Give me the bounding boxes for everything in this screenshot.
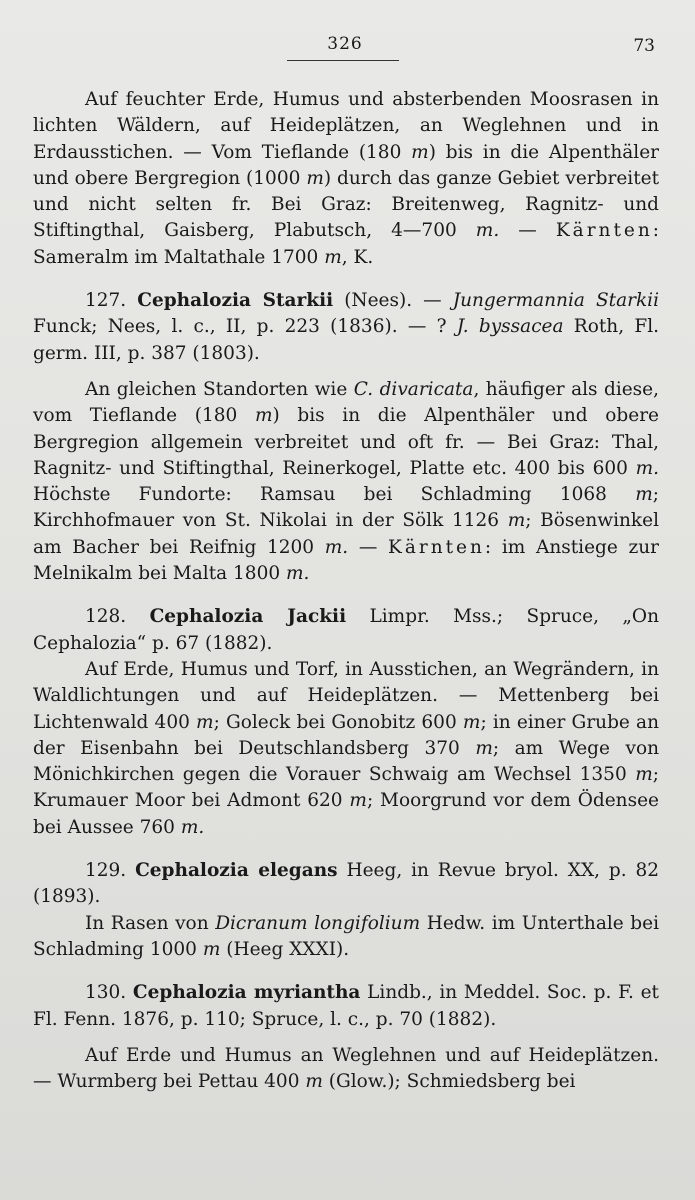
text-run: m [635, 484, 653, 506]
text-run: m. [180, 816, 205, 838]
text-run: 128. [85, 606, 150, 628]
text-run: Höchste Fundorte: Ramsau bei Schladming 1068 [33, 484, 636, 506]
text-run: C. divaricata [353, 378, 474, 400]
text-run: ; Krumauer Moor bei Admont 620 [33, 764, 659, 812]
text-run: ) bis in die Alpenthäler und obere Bergregion (1000 [33, 141, 659, 189]
text-run: : im Anstiege zur Melnikalm bei Malta 1800 [33, 536, 659, 585]
text-run: Lindb., in Meddel. Soc. p. F. et Fl. Fenn. 1876, p. 110; Spruce, l. c., p. 70 (1882). [33, 982, 659, 1030]
text-run: ) bis in die Alpenthäler und obere Bergregion allgemein verbreitet und oft fr. — Bei Graz: Thal, Ragnitz- und Stiftingthal, Reinerkogel, Platte etc. 400 bis 600 [33, 405, 659, 479]
text-run: ; Kirchhofmauer von St. Nikolai in der Sölk 1126 [33, 484, 659, 532]
paragraph [33, 87, 659, 271]
paragraph [33, 911, 659, 964]
text-run: m [196, 711, 214, 733]
text-run: In Rasen von [85, 912, 216, 934]
text-run: Funck; Nees, l. c., II, p. 223 (1836). — ? [33, 316, 457, 338]
text-run: , K. [341, 246, 374, 268]
text-run: Roth, Fl. germ. III, p. 387 (1803). [33, 316, 659, 364]
text-run: m [475, 737, 493, 759]
paragraph [33, 288, 659, 367]
text-run: ; Goleck bei Gonobitz 600 [213, 711, 463, 733]
text-run: Limpr. Mss.; Spruce, „On Cephalozia“ p. 67 (1882). [33, 606, 660, 654]
text-run: Auf Erde, Humus und Torf, in Ausstichen, an Wegrändern, in Waldlichtungen und auf Heideplätzen. — Mettenberg bei Lichtenwald 400 [33, 658, 659, 733]
text-run: m [462, 711, 481, 733]
text-run: ; Moorgrund vor dem Ödensee bei Aussee 760 [33, 790, 659, 838]
text-run: m [324, 246, 342, 268]
text-run: m. [286, 563, 310, 585]
text-run: m [202, 938, 221, 960]
text-run: Auf feuchter Erde, Humus und absterbenden Moosrasen in lichten Wäldern, auf Heideplätzen, an Weglehnen und in Erdausstichen. — Vom Tieflande (180 [33, 89, 659, 163]
page-header [0, 30, 695, 60]
text-run: 129. [85, 860, 136, 882]
text-run: : Sameralm im Maltathale 1700 [33, 220, 659, 268]
paragraph [33, 657, 659, 841]
paragraph [33, 604, 659, 657]
text-run: Auf Erde und Humus an Weglehnen und auf Heideplätzen. — Wurmberg bei Pettau 400 [33, 1044, 659, 1093]
text-run: Cephalozia Starkii [137, 290, 334, 312]
text-run: (Heeg XXXI). [220, 938, 350, 960]
text-run: Cephalozia myriantha [132, 982, 361, 1004]
text-run: m [507, 510, 526, 532]
text-run: (Glow.); Schmiedsberg bei [322, 1071, 576, 1093]
text-run: Dicranum longifolium [215, 912, 421, 934]
text-run: An gleichen Standorten wie [85, 378, 354, 400]
header-rule [287, 60, 399, 61]
text-run: Cephalozia elegans [135, 860, 338, 882]
text-run: ; in einer Grube an der Eisenbahn bei Deutschlandsberg 370 [33, 711, 659, 759]
text-run: Heeg, in Revue bryol. XX, p. 82 (1893). [33, 860, 659, 908]
text-run: m [305, 1071, 323, 1093]
text-run: m [411, 141, 429, 163]
text-run: 127. [85, 290, 138, 312]
text-run: m. [324, 536, 349, 558]
text-run: m. [635, 457, 659, 479]
text-run: J. byssacea [456, 316, 564, 338]
text-run: — [499, 220, 556, 242]
paragraph [33, 1043, 659, 1096]
text-run: m. [475, 220, 500, 242]
text-run: (Nees). — [333, 290, 453, 312]
text-run: Cephalozia Jackii [149, 606, 347, 628]
text-run: , häufiger als diese, vom Tieflande (180 [33, 378, 660, 427]
text-run: m [349, 790, 367, 812]
original-page-number: 326 [327, 34, 363, 54]
text-run: m [254, 405, 273, 427]
text-run: m [635, 764, 653, 786]
text-run: Kärnten [555, 220, 653, 242]
text-run: Hedw. im Unterthale bei Schladming 1000 [33, 912, 659, 960]
text-run: Jungermannia Starkii [452, 290, 659, 312]
paragraph [33, 858, 659, 911]
page-number: 73 [633, 36, 655, 56]
text-run: m [306, 167, 324, 189]
paragraph [33, 377, 659, 587]
text-run: Kärnten [388, 536, 485, 558]
page-body [33, 87, 659, 1095]
text-run: ) durch das ganze Gebiet verbreitet und nicht selten fr. Bei Graz: Breitenweg, Ragnitz- und Stiftingthal, Gaisberg, Plabutsch, 4—700 [33, 167, 660, 242]
text-run: ; Bösenwinkel am Bacher bei Reifnig 1200 [33, 510, 660, 558]
paragraph [33, 980, 659, 1033]
text-run: ; am Wege von Mönichkirchen gegen die Vorauer Schwaig am Wechsel 1350 [33, 737, 659, 786]
text-run: 130. [85, 982, 133, 1004]
text-run: — [348, 536, 389, 558]
